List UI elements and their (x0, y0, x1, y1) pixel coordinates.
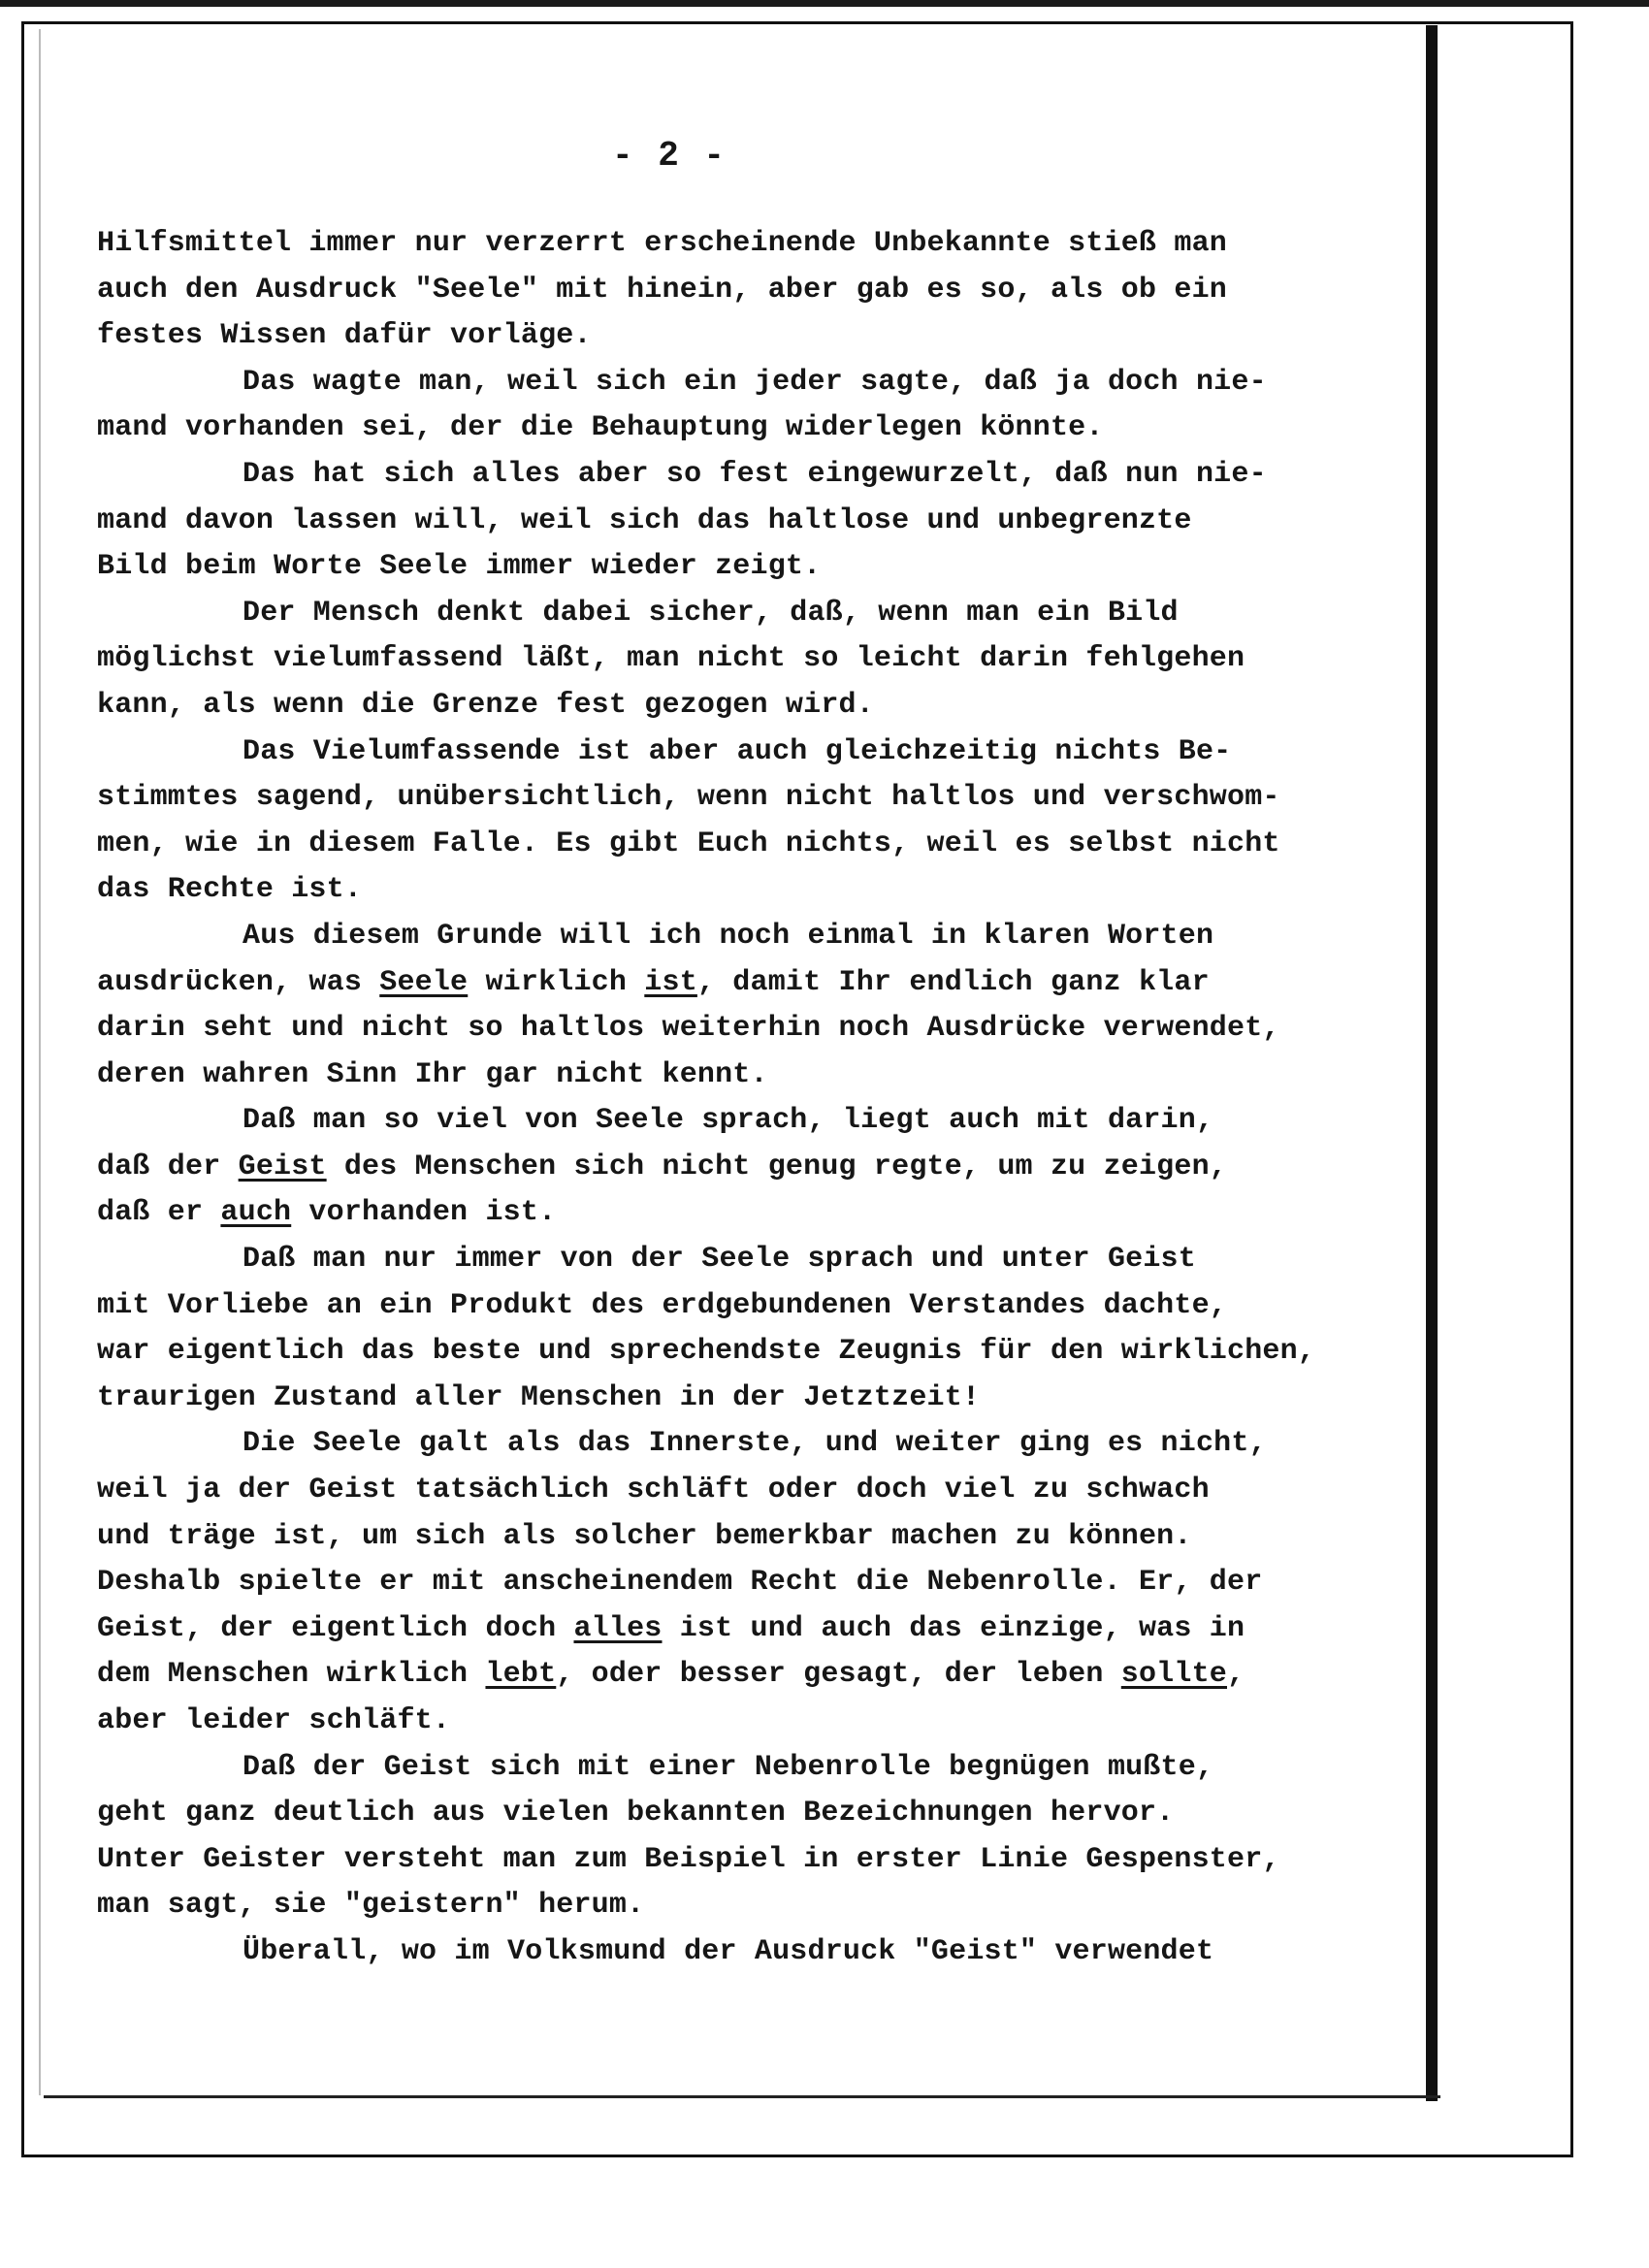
text-line (97, 775, 1445, 822)
scan-top-edge (0, 0, 1649, 7)
text-run: Daß man so viel von Seele sprach, liegt auch mit darin, (242, 1104, 1214, 1138)
text-line (97, 268, 1445, 314)
text-run: Der Mensch denkt dabei sicher, daß, wenn man ein Bild (242, 596, 1179, 630)
text-run: kann, als wenn die Grenze fest gezogen wird. (97, 688, 874, 722)
text-run: Deshalb spielte er mit anscheinendem Recht die Nebenrolle. Er, der (97, 1566, 1263, 1600)
text-run: mit Vorliebe an ein Produkt des erdgebundenen Verstandes dachte, (97, 1288, 1227, 1322)
left-margin-rule (39, 29, 41, 2095)
text-run: Das hat sich alles aber so fest eingewurzelt, daß nun nie- (242, 457, 1267, 491)
text-run: des Menschen sich nicht genug regte, um zu zeigen, (326, 1150, 1227, 1183)
text-run: Bild beim Worte Seele immer wieder zeigt. (97, 550, 822, 584)
text-run: dem Menschen wirklich (97, 1658, 486, 1692)
typewritten-body-text (97, 221, 1445, 1976)
text-run: Hilfsmittel immer nur verzerrt erscheinende Unbekannte stieß man (97, 227, 1227, 260)
text-line (97, 1699, 1445, 1745)
text-line (97, 1929, 1445, 1976)
text-run: men, wie in diesem Falle. Es gibt Euch nichts, weil es selbst nicht (97, 826, 1280, 860)
text-line (97, 1468, 1445, 1514)
text-run: und träge ist, um sich als solcher bemerkbar machen zu können. (97, 1519, 1192, 1553)
text-line (97, 313, 1445, 360)
text-run: wirklich (468, 965, 645, 999)
text-line (97, 1652, 1445, 1699)
text-run: Das Vielumfassende ist aber auch gleichzeitig nichts Be- (242, 734, 1232, 768)
text-run: weil ja der Geist tatsächlich schläft oder doch viel zu schwach (97, 1474, 1210, 1507)
underlined-word: auch (220, 1196, 292, 1230)
underlined-word: Geist (238, 1150, 327, 1183)
text-line (97, 960, 1445, 1007)
text-run: Geist, der eigentlich doch (97, 1611, 574, 1645)
text-run: vorhanden ist. (291, 1196, 557, 1230)
text-run: möglichst vielumfassend läßt, man nicht so leicht darin fehlgehen (97, 642, 1245, 676)
text-line (97, 683, 1445, 729)
text-run: daß der (97, 1150, 239, 1183)
text-run: darin seht und nicht so haltlos weiterhin noch Ausdrücke verwendet, (97, 1012, 1280, 1046)
text-line (97, 1560, 1445, 1606)
underlined-word: lebt (485, 1658, 557, 1692)
text-line (97, 1883, 1445, 1929)
text-run: Das wagte man, weil sich ein jeder sagte, daß ja doch nie- (242, 365, 1267, 399)
text-run: mand vorhanden sei, der die Behauptung widerlegen könnte. (97, 411, 1104, 445)
text-run: deren wahren Sinn Ihr gar nicht kennt. (97, 1057, 768, 1091)
text-line (97, 1006, 1445, 1053)
text-run: stimmtes sagend, unübersichtlich, wenn nicht haltlos und verschwom- (97, 781, 1280, 815)
text-run: , oder besser gesagt, der leben (556, 1658, 1121, 1692)
text-line (97, 591, 1445, 637)
text-run: Aus diesem Grunde will ich noch einmal in klaren Worten (242, 919, 1214, 953)
text-run: Die Seele galt als das Innerste, und weiter ging es nicht, (242, 1427, 1267, 1461)
text-line (97, 452, 1445, 499)
text-line (97, 1329, 1445, 1376)
text-line (97, 221, 1445, 268)
text-run: Unter Geister versteht man zum Beispiel in erster Linie Gespenster, (97, 1842, 1280, 1876)
text-line (97, 360, 1445, 406)
text-run: das Rechte ist. (97, 873, 363, 907)
page-number: - 2 - (611, 136, 728, 176)
text-run: festes Wissen dafür vorläge. (97, 319, 592, 353)
text-line (97, 1237, 1445, 1283)
text-line (97, 1098, 1445, 1145)
text-line (97, 1145, 1445, 1191)
text-line (97, 544, 1445, 591)
text-line (97, 1421, 1445, 1468)
text-run: Daß man nur immer von der Seele sprach und unter Geist (242, 1243, 1196, 1277)
text-run: war eigentlich das beste und sprechendste Zeugnis für den wirklichen, (97, 1335, 1316, 1369)
text-line (97, 729, 1445, 776)
text-run: traurigen Zustand aller Menschen in der Jetztzeit! (97, 1380, 981, 1414)
text-run: geht ganz deutlich aus vielen bekannten Bezeichnungen hervor. (97, 1797, 1175, 1831)
text-run: auch den Ausdruck "Seele" mit hinein, aber gab es so, als ob ein (97, 273, 1227, 307)
text-run: , damit Ihr endlich ganz klar (696, 965, 1210, 999)
text-line (97, 636, 1445, 683)
underlined-word: Seele (379, 965, 469, 999)
text-run: , (1227, 1658, 1245, 1692)
bottom-margin-rule (44, 2095, 1440, 2098)
text-line (97, 499, 1445, 545)
text-line (97, 1053, 1445, 1099)
text-line (97, 1837, 1445, 1884)
text-run: ausdrücken, was (97, 965, 380, 999)
text-line (97, 1283, 1445, 1330)
text-line (97, 1606, 1445, 1653)
text-run: man sagt, sie "geistern" herum. (97, 1889, 645, 1923)
text-line (97, 405, 1445, 452)
text-line (97, 1190, 1445, 1237)
text-run: mand davon lassen will, weil sich das haltlose und unbegrenzte (97, 503, 1192, 537)
underlined-word: alles (573, 1611, 663, 1645)
underlined-word: ist (644, 965, 697, 999)
text-line (97, 867, 1445, 914)
text-line (97, 1514, 1445, 1561)
text-run: daß er (97, 1196, 221, 1230)
underlined-word: sollte (1120, 1658, 1227, 1692)
text-run: aber leider schläft. (97, 1704, 451, 1737)
text-line (97, 822, 1445, 868)
text-run: Daß der Geist sich mit einer Nebenrolle begnügen mußte, (242, 1750, 1214, 1784)
text-line (97, 914, 1445, 960)
text-line (97, 1745, 1445, 1792)
text-run: Überall, wo im Volksmund der Ausdruck "Geist" verwendet (242, 1934, 1214, 1968)
text-line (97, 1791, 1445, 1837)
text-run: ist und auch das einzige, was in (662, 1611, 1245, 1645)
text-line (97, 1376, 1445, 1422)
